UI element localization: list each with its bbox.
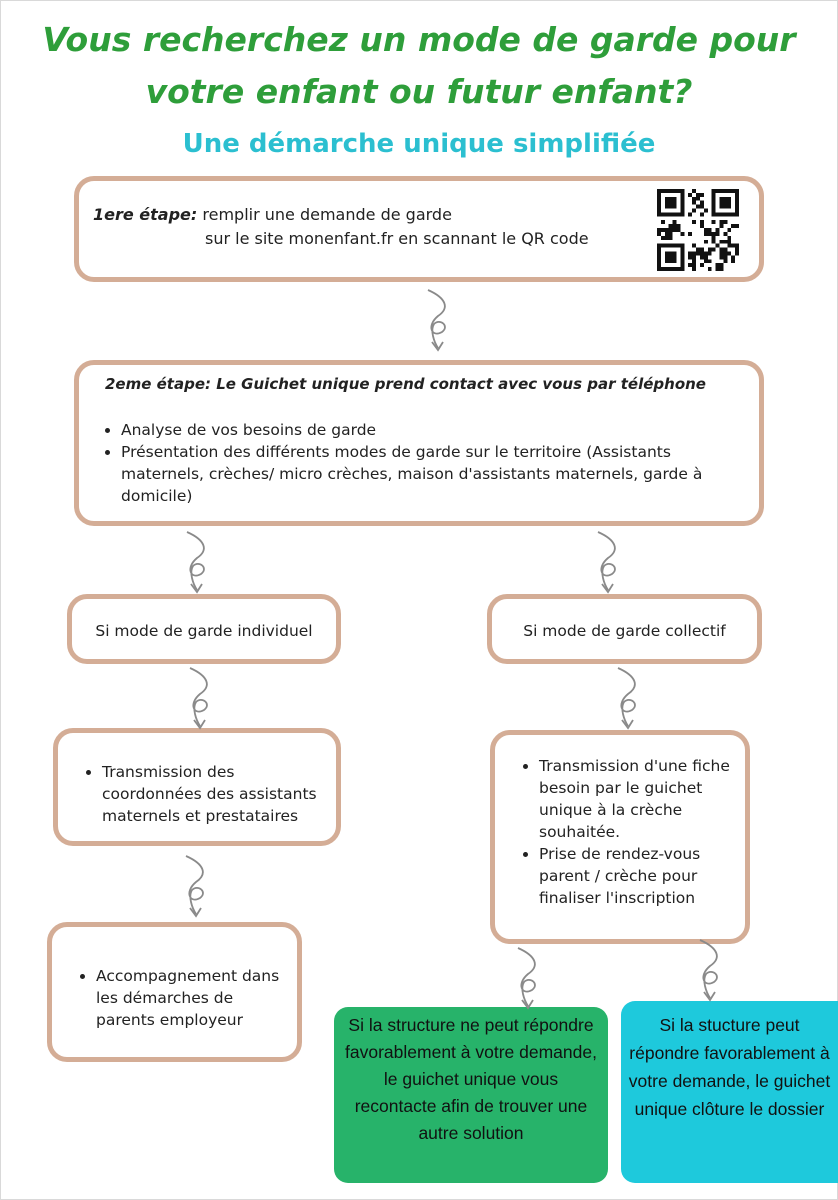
step1-line-1: remplir une demande de garde <box>197 205 452 224</box>
step1-line-2: sur le site monenfant.fr en scannant le QR code <box>205 229 589 248</box>
step2-bullet-1: • Analyse de vos besoins de garde <box>121 419 739 441</box>
title-line-2: votre enfant ou futur enfant? <box>145 72 693 111</box>
collective-step1-bullet-2: • Prise de rendez-vous parent / crèche pour finaliser l'inscription <box>539 843 735 909</box>
individual-branch-box <box>67 594 341 664</box>
step2-title: 2eme étape: Le Guichet unique prend contact avec vous par téléphone <box>105 375 706 393</box>
step1-lead: 1ere étape: <box>93 205 198 224</box>
step1-box <box>74 176 764 282</box>
collective-step1-bullets <box>519 755 735 909</box>
collective-step1-box <box>490 730 750 944</box>
step2-bullets <box>101 419 739 507</box>
title-line-1: Vous recherchez un mode de garde pour <box>42 20 796 59</box>
individual-step2-bullets <box>76 965 287 1031</box>
collective-branch-label: Si mode de garde collectif <box>523 622 726 640</box>
outcome-positive-box: Si la stucture peut répondre favorablement à votre demande, le guichet unique clôture le dossier <box>621 1001 838 1183</box>
step1-text <box>93 203 589 251</box>
individual-step1-box <box>53 728 341 846</box>
step2-bullet-2: • Présentation des différents modes de garde sur le territoire (Assistants maternels, crèches/ micro crèches, maison d'assistants maternels, garde à domicile) <box>121 441 739 507</box>
individual-step1-bullets <box>82 761 326 827</box>
page-subtitle: Une démarche unique simplifiée <box>182 129 656 159</box>
individual-step1-bullet-1: • Transmission des coordonnées des assistants maternels et prestataires <box>102 761 326 827</box>
collective-branch-box <box>487 594 762 664</box>
page-title <box>40 14 798 118</box>
step2-box <box>74 360 764 526</box>
outcome-negative-box: Si la structure ne peut répondre favorablement à votre demande, le guichet unique vous recontacte afin de trouver une autre solution <box>334 1007 608 1183</box>
individual-step2-bullet-1: • Accompagnement dans les démarches de parents employeur <box>96 965 287 1031</box>
collective-step1-bullet-1: • Transmission d'une fiche besoin par le guichet unique à la crèche souhaitée. <box>539 755 735 843</box>
individual-branch-label: Si mode de garde individuel <box>95 622 313 640</box>
qr-code-icon <box>657 189 739 271</box>
individual-step2-box <box>47 922 302 1062</box>
